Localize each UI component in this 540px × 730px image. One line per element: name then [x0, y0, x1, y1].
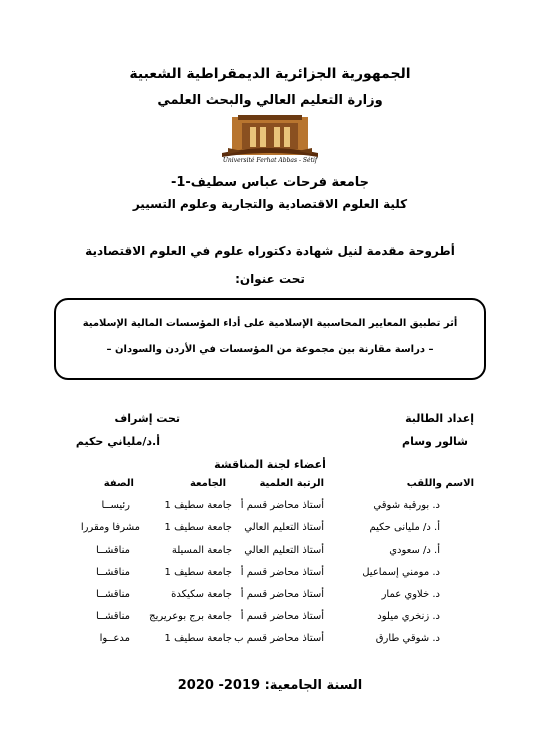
- column-header-rank: الرتبة العلمية: [259, 478, 324, 489]
- republic-title: الجمهورية الجزائرية الديمقراطية الشعبية: [129, 66, 411, 82]
- member-name: أ. د/ سعودي: [389, 545, 440, 556]
- thesis-title-line1: أثر تطبيق المعايير المحاسبية الإسلامية على أداء المؤسسات المالية الإسلامية: [82, 318, 458, 329]
- member-university: جامعة المسيلة: [171, 545, 232, 556]
- column-header-name: الاسم واللقب: [406, 478, 474, 489]
- member-rank: أستاذ محاضر قسم أ: [240, 611, 324, 622]
- member-university: جامعة سطيف 1: [164, 633, 232, 644]
- university-logo: [218, 113, 322, 168]
- member-role: مناقشــا: [95, 611, 130, 622]
- member-role: مناقشــا: [95, 567, 130, 578]
- thesis-purpose: أطروحة مقدمة لنيل شهادة دكتوراه علوم في العلوم الاقتصادية: [85, 244, 455, 258]
- member-university: جامعة سطيف 1: [164, 567, 232, 578]
- member-name: د. زنخري ميلود: [377, 611, 440, 622]
- ministry-title: وزارة التعليم العالي والبحث العلمي: [157, 93, 383, 108]
- member-rank: أستاذ التعليم العالي: [244, 522, 324, 533]
- member-name: د. بورقبة شوقي: [373, 500, 440, 511]
- supervisor-name: أ.د/ملياني حكيم: [75, 435, 160, 448]
- column-header-university: الجامعة: [189, 478, 226, 489]
- member-role: مناقشــا: [95, 589, 130, 600]
- member-name: د. خلاوي عمار: [381, 589, 440, 600]
- member-name: أ. د/ مليانى حكيم: [369, 522, 440, 533]
- member-rank: أستاذ محاضر قسم أ: [240, 589, 324, 600]
- faculty-name: كلية العلوم الاقتصادية والتجارية وعلوم التسيير: [132, 197, 408, 211]
- member-name: د. مومني إسماعيل: [362, 567, 440, 578]
- university-name: جامعة فرحات عباس سطيف-1-: [170, 175, 370, 190]
- member-rank: أستاذ التعليم العالي: [244, 545, 324, 556]
- member-role: مدعــوا: [99, 633, 130, 644]
- student-name: شالور وسام: [402, 435, 468, 448]
- member-role: مناقشــا: [95, 545, 130, 556]
- member-rank: أستاذ محاضر قسم ب: [234, 633, 324, 644]
- academic-year: السنة الجامعية: 2019- 2020: [177, 678, 363, 693]
- thesis-title-box: [54, 298, 486, 380]
- student-label: إعداد الطالبة: [405, 412, 474, 425]
- title-intro: تحت عنوان:: [235, 272, 305, 286]
- column-header-role: الصفة: [103, 478, 134, 489]
- supervisor-label: تحت إشراف: [114, 412, 180, 425]
- member-role: رئيســا: [101, 500, 130, 511]
- member-university: جامعة برج بوعريريج: [149, 611, 232, 622]
- member-rank: أستاذ محاضر قسم أ: [240, 500, 324, 511]
- member-university: جامعة سطيف 1: [164, 500, 232, 511]
- member-university: جامعة سكيكدة: [171, 589, 232, 600]
- member-name: د. شوقي طارق: [375, 633, 440, 644]
- member-role: مشرفا ومقررا: [80, 522, 140, 533]
- member-rank: أستاذ محاضر قسم أ: [240, 567, 324, 578]
- logo-caption: Université Ferhat Abbas - Sétif: [222, 157, 318, 164]
- committee-heading: أعضاء لجنة المناقشة: [214, 458, 326, 471]
- thesis-title-line2: – دراسة مقارنة بين مجموعة من المؤسسات في الأردن والسودان –: [106, 344, 434, 355]
- member-university: جامعة سطيف 1: [164, 522, 232, 533]
